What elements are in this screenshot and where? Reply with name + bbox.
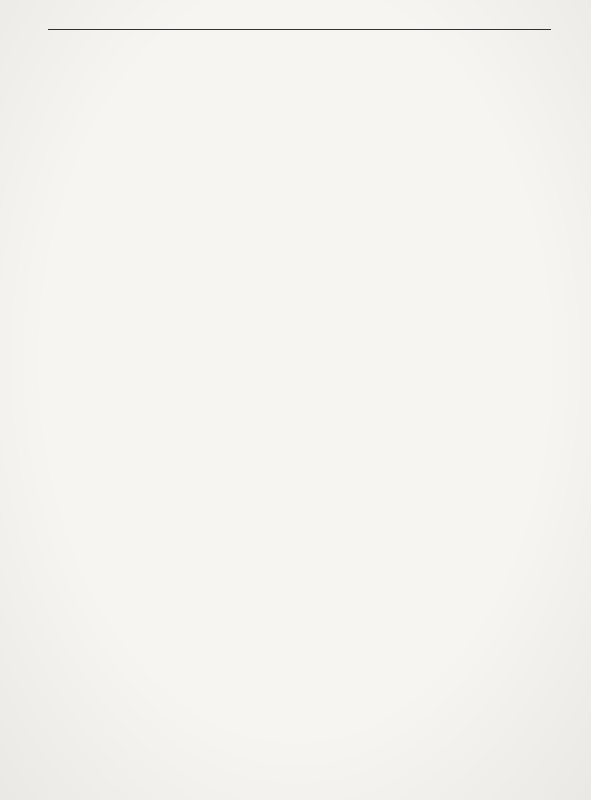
header-rule: [48, 29, 551, 30]
